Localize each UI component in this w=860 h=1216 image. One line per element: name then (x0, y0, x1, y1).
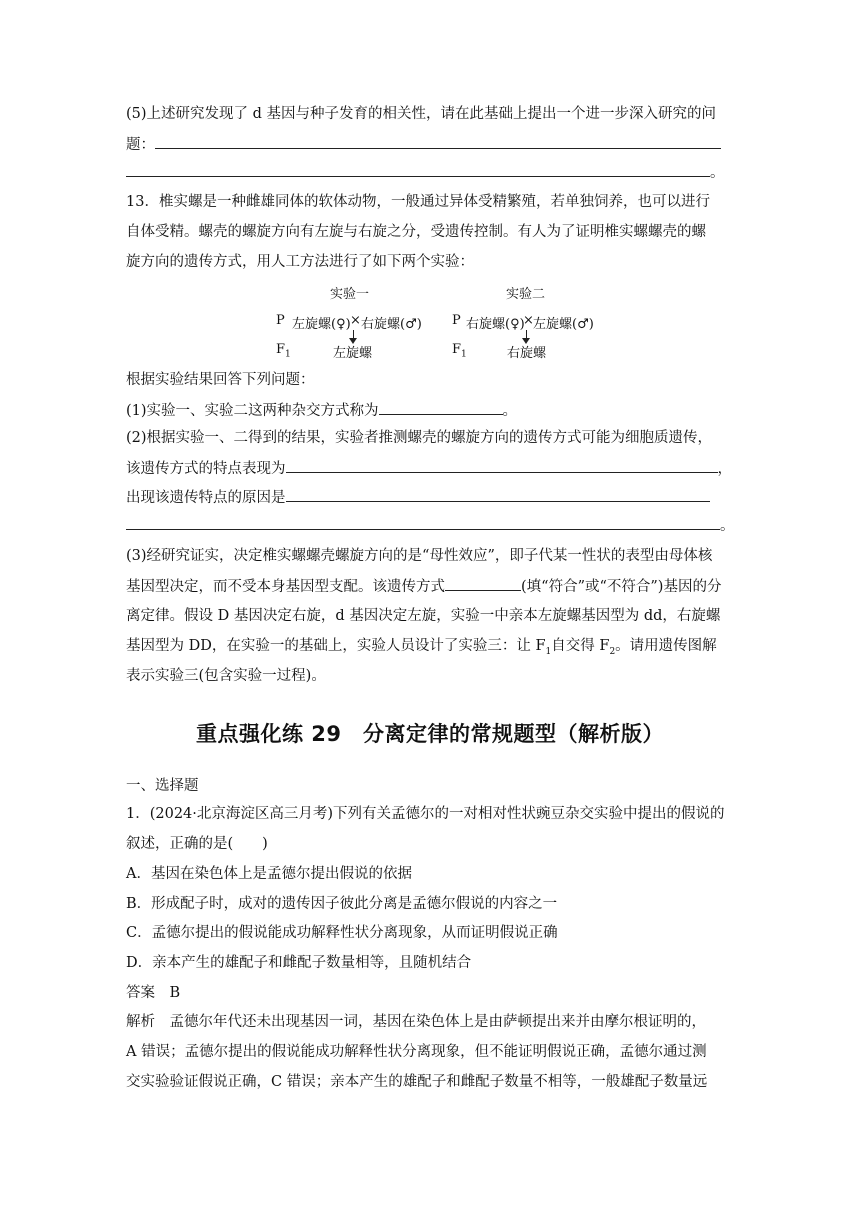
q13-part3-line3: 离定律。假设 D 基因决定右旋，d 基因决定左旋，实验一中亲本左旋螺基因型为 dd，右旋螺 (126, 608, 721, 624)
exp2-f1-result: 右旋螺 (507, 346, 547, 361)
exp2-female: 右旋螺(♀) (466, 317, 525, 332)
q1-line2: 叙述，正确的是( ) (126, 836, 268, 852)
exp1-cross: × (350, 313, 361, 328)
exp2-cross: × (523, 313, 534, 328)
q13-part2-line3 (126, 487, 740, 508)
answer-blank[interactable] (126, 515, 720, 530)
section-title: 重点强化练 29 分离定律的常规题型（解析版） (195, 722, 665, 746)
q1-option-b: B．形成配子时，成对的遗传因子彼此分离是孟德尔假说的内容之一 (126, 896, 558, 912)
q12-part5-prefix: 题： (126, 137, 155, 153)
q13-part2-line1: (2)根据实验一、二得到的结果，实验者推测螺壳的螺旋方向的遗传方式可能为细胞质遗传， (126, 430, 713, 446)
exp1-p-label: P (276, 313, 285, 328)
q13-line3: 旋方向的遗传方式，用人工方法进行了如下两个实验： (126, 254, 474, 270)
exp1-f1-label: $F_1$ (276, 342, 291, 360)
q1-analysis-line2: A 错误；孟德尔提出的假说能成功解释性状分离现象，但不能证明假说正确，孟德尔通过测 (126, 1044, 707, 1060)
answer-blank[interactable] (286, 458, 718, 473)
q13-part2-line4 (126, 515, 740, 536)
exp1-f1-result: 左旋螺 (333, 346, 373, 361)
q1-option-a: A．基因在染色体上是孟德尔提出假说的依据 (126, 866, 412, 882)
end-mark: 。 (710, 165, 725, 181)
q12-part5-line2 (126, 134, 740, 155)
q1-option-d: D．亲本产生的雄配子和雌配子数量相等，且随机结合 (126, 955, 472, 971)
q13-line2: 自体受精。螺壳的螺旋方向有左旋与右旋之分，受遗传控制。有人为了证明椎实螺螺壳的螺 (126, 224, 706, 240)
q1-option-c: C．孟德尔提出的假说能成功解释性状分离现象，从而证明假说正确 (126, 925, 558, 941)
q13-line1: 13．椎实螺是一种雌雄同体的软体动物，一般通过异体受精繁殖，若单独饲养，也可以进行 (126, 194, 710, 210)
answer-blank[interactable] (445, 576, 521, 591)
exp2-title: 实验二 (506, 287, 546, 302)
exp1-male: 右旋螺(♂) (361, 317, 422, 332)
q13-part2-reason-prefix: 出现该遗传特点的原因是 (126, 490, 286, 506)
q13-part2-prefix: 该遗传方式的特点表现为 (126, 461, 286, 477)
q13-part3-line5: 表示实验三(包含实验一过程)。 (126, 668, 326, 684)
q13-part1-text: (1)实验一、实验二这两种杂交方式称为 (126, 403, 379, 419)
answer-blank[interactable] (286, 487, 710, 502)
q13-part3-line4: 基因型为 DD，在实验一的基础上，实验人员设计了实验三：让 $F_1$自交得 $F_2$。请用遗传图解 (126, 638, 717, 657)
q13-answer-intro: 根据实验结果回答下列问题： (126, 372, 315, 388)
exp2-p-label: P (452, 313, 461, 328)
q13-part1 (126, 400, 740, 421)
q12-part5-line3 (126, 162, 740, 183)
q13-part3-prefix: 基因型决定，而不受本身基因型支配。该遗传方式 (126, 579, 445, 595)
exp1-title: 实验一 (330, 287, 370, 302)
answer-blank[interactable] (379, 400, 503, 415)
q13-part1-suffix: 。 (502, 403, 518, 419)
q1-analysis-line3: 交实验验证假说正确，C 错误；亲本产生的雄配子和雌配子数量不相等，一般雄配子数量远 (126, 1074, 708, 1090)
exp2-male: 左旋螺(♂) (533, 317, 594, 332)
q1-analysis-line1: 解析 孟德尔年代还未出现基因一词，基因在染色体上是由萨顿提出来并由摩尔根证明的， (126, 1014, 706, 1030)
answer-blank[interactable] (155, 134, 721, 149)
q1-line1: 1．(2024·北京海淀区高三月考)下列有关孟德尔的一对相对性状豌豆杂交实验中提出的假说的 (126, 806, 725, 822)
q1-answer: 答案 B (126, 985, 181, 1001)
part-heading: 一、选择题 (126, 778, 199, 794)
answer-blank[interactable] (126, 162, 710, 177)
q13-part3-line2 (126, 576, 740, 597)
end-mark: 。 (720, 518, 735, 534)
q13-part3-line1: (3)经研究证实，决定椎实螺螺壳螺旋方向的是“母性效应”，即子代某一性状的表型由母体核 (126, 548, 713, 564)
exp2-f1-label: $F_1$ (452, 342, 467, 360)
comma: ， (717, 461, 732, 477)
q12-part5-line1: (5)上述研究发现了 d 基因与种子发育的相关性，请在此基础上提出一个进一步深入研究的问 (126, 106, 717, 122)
q13-part3-suffix: (填“符合”或“不符合”)基因的分 (521, 579, 722, 595)
exp1-female: 左旋螺(♀) (292, 317, 351, 332)
q13-part2-line2 (126, 458, 740, 479)
